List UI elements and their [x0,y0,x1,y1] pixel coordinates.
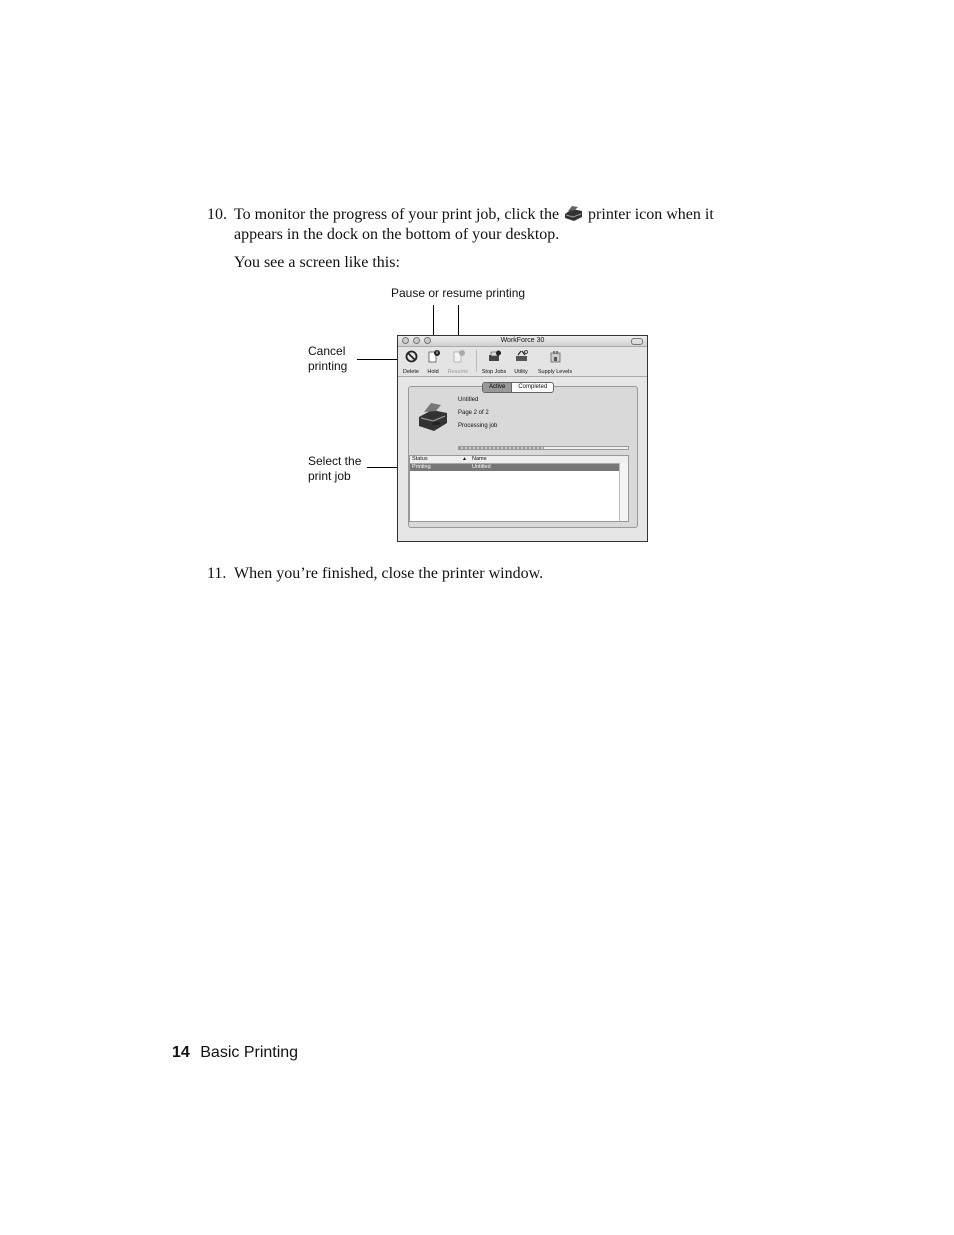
step-10-number: 10. [207,206,227,223]
callout-cancel [308,344,347,374]
job-pages: Page 2 of 2 [458,410,489,416]
job-name: Untitled [458,397,479,403]
row-status: Printing [412,464,431,470]
sort-ascending-icon[interactable]: ▲ [462,456,467,462]
stop-jobs-button[interactable] [480,348,508,376]
step-10-text-before: To monitor the progress of your print job, click the [234,206,560,223]
callout-cancel-line1: Cancel [308,344,346,358]
callout-select [308,454,361,484]
column-status[interactable]: Status [412,456,428,462]
resume-icon [452,350,465,363]
resume-label: Resume [447,369,469,375]
delete-button[interactable] [400,348,422,376]
callout-pause-resume: Pause or resume printing [391,286,526,300]
job-progress-bar [458,446,629,450]
section-title: Basic Printing [200,1044,299,1061]
delete-icon [405,350,418,363]
callout-select-line2: print job [308,469,351,483]
window-title: WorkForce 30 [500,337,545,344]
callout-select-line1: Select the [308,454,362,468]
resume-button[interactable] [444,348,472,376]
stop-jobs-icon [488,350,501,363]
toolbar [398,347,647,377]
job-table [409,455,629,522]
callout-cancel-line2: printing [308,359,348,373]
printer-large-icon [416,400,450,434]
table-header [410,456,628,464]
tab-completed[interactable]: Completed [518,384,548,390]
title-bar[interactable] [398,336,647,347]
hold-button[interactable] [423,348,443,376]
intro-text: You see a screen like this: [234,254,400,271]
hold-label: Hold [427,369,439,375]
tab-active[interactable]: Active [483,383,512,392]
delete-label: Delete [403,369,419,375]
utility-button[interactable] [510,348,532,376]
table-scrollbar[interactable] [619,463,628,521]
step-10-text-after: printer icon when it [588,206,714,223]
utility-icon [515,350,528,363]
row-name: Untitled [472,464,491,470]
step-11 [207,564,226,584]
supply-levels-button[interactable] [533,348,577,376]
job-progress-fill [459,447,544,449]
stop-jobs-label: Stop Jobs [481,369,507,375]
step-10-line2: appears in the dock on the bottom of your desktop. [234,226,560,243]
tab-switcher [482,382,554,393]
toolbar-toggle-button[interactable] [631,338,643,345]
step-11-number: 11. [207,565,227,582]
table-row[interactable] [410,464,619,471]
page-number: 14 [172,1044,190,1061]
page-footer [172,1043,298,1063]
step-11-text: When you’re finished, close the printer window. [234,565,544,582]
column-name[interactable]: Name [472,456,487,462]
hold-icon [427,350,440,363]
job-status: Processing job [458,423,498,429]
utility-label: Utility [514,369,528,375]
printer-icon [563,205,584,222]
step-10 [207,205,747,225]
printer-queue-window [397,335,648,542]
toolbar-divider [476,350,477,372]
supply-levels-icon [549,350,562,363]
supply-levels-label: Supply Levels [537,369,573,375]
